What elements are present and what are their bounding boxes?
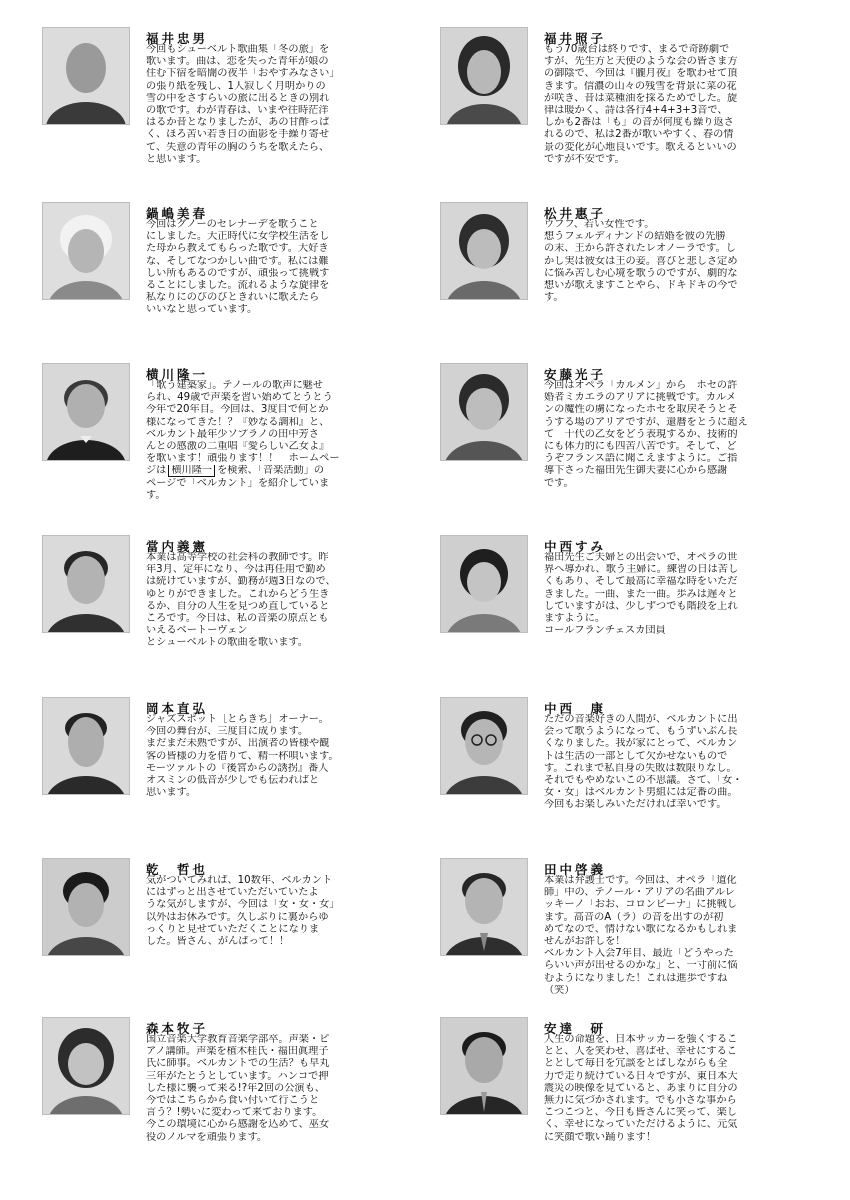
portrait-photo <box>42 535 130 633</box>
portrait-photo <box>42 697 130 795</box>
performer-name: 鍋嶋美春 <box>146 206 209 221</box>
profile-adachi-ken <box>440 1017 835 1177</box>
profile-fukui-teruko <box>440 27 835 187</box>
bio-line-prefix: ジは <box>146 465 167 477</box>
portrait-photo <box>42 363 130 461</box>
portrait-photo <box>42 27 130 125</box>
portrait-photo <box>440 535 528 633</box>
profile-nakanishi-yasushi <box>440 697 835 857</box>
profile-tanaka-hiroyoshi <box>440 858 835 1018</box>
performer-name: 中西すみ <box>544 539 607 554</box>
portrait-photo <box>440 27 528 125</box>
bio-text: 本業は弁護士です。今回は、オペラ「道化 師」中の、テノール・アリアの名曲アルレ ッキーノ「おお、コロンビーナ」に挑戦し ます。高音のA（ラ）の音を出すのが初 めてなので、情けない歌になるかもしれま せんがお許しを！ ベルカント入会7年目、最近「どうやった らいい声が出せるのかな」と、一寸前に悩 むようになりました！これは進歩ですね （笑） <box>544 875 738 996</box>
bio-text: 今回はオペラ「カルメン」から ホセの許 婚者ミカエラのアリアに挑戦です。カルメ ンの魔性の虜になったホセを取戻そうとそ うする場のアリアですが、還暦をとうに超え て 十代の乙女をどう表現するか、技術的 にも体力的にも四苦八苦です。そして、ど うぞフランス語に聞こえますように。ご指 導下さった福田先生御夫妻に心から感謝 です。 <box>544 380 748 489</box>
performer-name: 横川隆一 <box>146 367 209 382</box>
bio-text: 「歌う建築家」。テノールの歌声に魅せ られ、49歳で声楽を習い始めてとうとう 今年で20年目。今回は、3度目で何とか 様になってきた！？『妙なる調和』と、 ベルカント最年少ソプラノの田中芳さ んとの感激の二重唱『愛らしい乙女よ』 を歌います！頑張ります！！ ホームペー ジは 横川隆一 を検索、「音楽活動」の ページで「ベルカント」を紹介していま す。 <box>146 380 340 501</box>
portrait-photo <box>440 363 528 461</box>
bio-text: 国立音楽大学教育音楽学部卒。声楽・ピ アノ講師。声楽を植木桂氏・福田眞理子 氏に師事。ベルカントでの生活？も早丸 三年がたとうとしています。ハンコで押 した様に襲って来る!?年2回の公演も、 今ではこちらから食い付いて行こうと 言う？!勢いに変わって来ております。 今この環境に心から感謝を込めて、巫女 役のノルマを頑張ります。 <box>146 1034 330 1143</box>
performer-name: 松井惠子 <box>544 206 607 221</box>
profile-okamoto-naohiro <box>42 697 437 857</box>
profile-nabeshima-miharu <box>42 202 437 362</box>
portrait-photo <box>440 858 528 956</box>
bio-text: ウフフ、若い女性です。 想うフェルディナンドの結婚を彼の先勝 の末、王から許されたレオノーラです。し かし実は彼女は王の妾。喜びと悲しさ定め に悩み苦しむ心境を歌うのですが、劇的な 想いが歌えますことやら、ドキドキの今で す。 <box>544 219 738 304</box>
bio-text: ジャズスポット［とらきち］オーナー。 今回の舞台が、三度目に成ります。 まだまだ未熟ですが、出演者の皆様や観 客の皆様の力を借りて、精一杯唄います。 モーツァルトの『後宮からの誘拐』番人 オスミンの低音が少しでも伝わればと 思います。 <box>146 714 339 799</box>
profile-ando-mitsuko <box>440 363 835 523</box>
bio-text: ただの音楽好きの人間が、ベルカントに出 会って歌うようになって、もうずいぶん長 くなりました。我が家にとって、ベルカン トは生活の一部として欠かせないもので す。これまで私自身の失敗は数限りなし。 それでもやめないこの不思議。さて、「女・ 女・女」はベルカント男組には定番の曲。 今回もお楽しみいただければ幸いです。 <box>544 714 743 811</box>
performer-name: 福井忠男 <box>146 31 209 46</box>
bio-line-suffix: を検索、「音楽活動」の <box>217 465 325 477</box>
performer-name: 田中啓義 <box>544 862 607 877</box>
performer-name: 福井照子 <box>544 31 607 46</box>
profile-inui-tetsuya <box>42 858 437 1018</box>
bio-text: 福田先生ご夫婦との出会いで、オペラの世 界へ導かれ、歌う主婦に。練習の日は苦し くもあり、そして最高に幸福な時をいただ きました。一曲、また一曲。歩みは遅々と していますがは、少しずつでも階段を上れ ますように。 コールフランチェスカ団員 <box>544 552 739 637</box>
performer-name: 中西 康 <box>544 701 607 716</box>
portrait-photo <box>42 1017 130 1115</box>
bio-text: 気がついてみれば、10数年、ベルカント にはずっと出させていただいていたよ うな気がしますが、今回は「女・女・女」 以外はお休みです。久しぶりに裏からゆ っくりと見せていただくことになりま した。皆さん、がんばって！！ <box>146 875 340 948</box>
profile-yokokawa-ryuichi <box>42 363 437 523</box>
profile-fukui-tadao <box>42 27 437 187</box>
portrait-photo <box>440 202 528 300</box>
portrait-photo <box>440 697 528 795</box>
profile-nakanishi-sumi <box>440 535 835 695</box>
portrait-photo <box>440 1017 528 1115</box>
performer-name: 安達 研 <box>544 1021 607 1036</box>
performer-name: 安藤光子 <box>544 367 607 382</box>
performer-name: 乾 哲也 <box>146 862 209 877</box>
bio-text: 人生の命題を、日本サッカーを強くするこ とと、人を笑わせ、喜ばせ、幸せにするこ ととして毎日を冗談をとばしながらも全 力で走り続けている日々ですが、東日本大 震災の映像を見ていると、あまりに自分の 無力に気づかされます。でも小さな事から こつこつと、今日も皆さんに笑って、楽し く、幸せになっていただけるように、元気 に笑顔で歌い踊ります！ <box>544 1034 738 1143</box>
performer-name: 岡本直弘 <box>146 701 209 716</box>
search-term-box: 横川隆一 <box>168 465 215 477</box>
bio-text: 今回はグノーのセレナーデを歌うこと にしました。大正時代に女学校生活をし た母から教えてもらった歌です。大好き な、そしてなつかしい曲です。私には難 しい所もあるのですが、頑張って挑戦す ることにしました。流れるような旋律を 私なりにのびのびときれいに歌えたら いいなと思っています。 <box>146 219 330 316</box>
portrait-photo <box>42 858 130 956</box>
profile-touuchi-yoshinori <box>42 535 437 695</box>
bio-text: 今回もシューベルト歌曲集「冬の旅」を 歌います。曲は、恋を失った青年が娘の 住む下宿を暗闇の夜半「おやすみなさい」 の張り紙を残し、1人寂しく月明かりの 雪の中をさすらいの旅に出るときの別れ の歌です。わが青春は、いまや往時茫洋 はるか昔となりましたが、あの甘酢っぱ く、ほろ苦い若き日の面影を手繰り寄せ て、失意の青年の胸のうちを歌えたら、 と思います。 <box>146 44 340 165</box>
profile-matsui-keiko <box>440 202 835 362</box>
performer-name: 森本牧子 <box>146 1021 209 1036</box>
profile-morimoto-makiko <box>42 1017 437 1177</box>
performer-name: 當内義憲 <box>146 539 209 554</box>
portrait-photo <box>42 202 130 300</box>
bio-text: もう70歳台は終りです、まるで奇跡劇で すが、先生方と天使のような会の皆さま方 の御陰で、今回は『朧月夜』を歌わせて頂 きます。信濃の山々の残雪を背景に菜の花 が咲き、昔は菜種油を採るためでした。旋 律は暖かく、詩は各行4+4+3+3音で、 しかも2番は「も」の音が何度も繰り返さ れるので、私は2番が歌いやすく、春の情 景の変化が心地良いです。歌えるといいの ですが不安です。 <box>544 44 738 165</box>
bio-text: 本業は高等学校の社会科の教師です。昨 年3月、定年になり、今は再任用で勤め は続けていますが、勤務が週3日なので、 ゆとりができました。これからどう生き るか、自分の人生を見つめ直していると ころです。今日は、私の音楽の原点とも いえるベートーヴェン とシューベルトの歌曲を歌います。 <box>146 552 336 649</box>
